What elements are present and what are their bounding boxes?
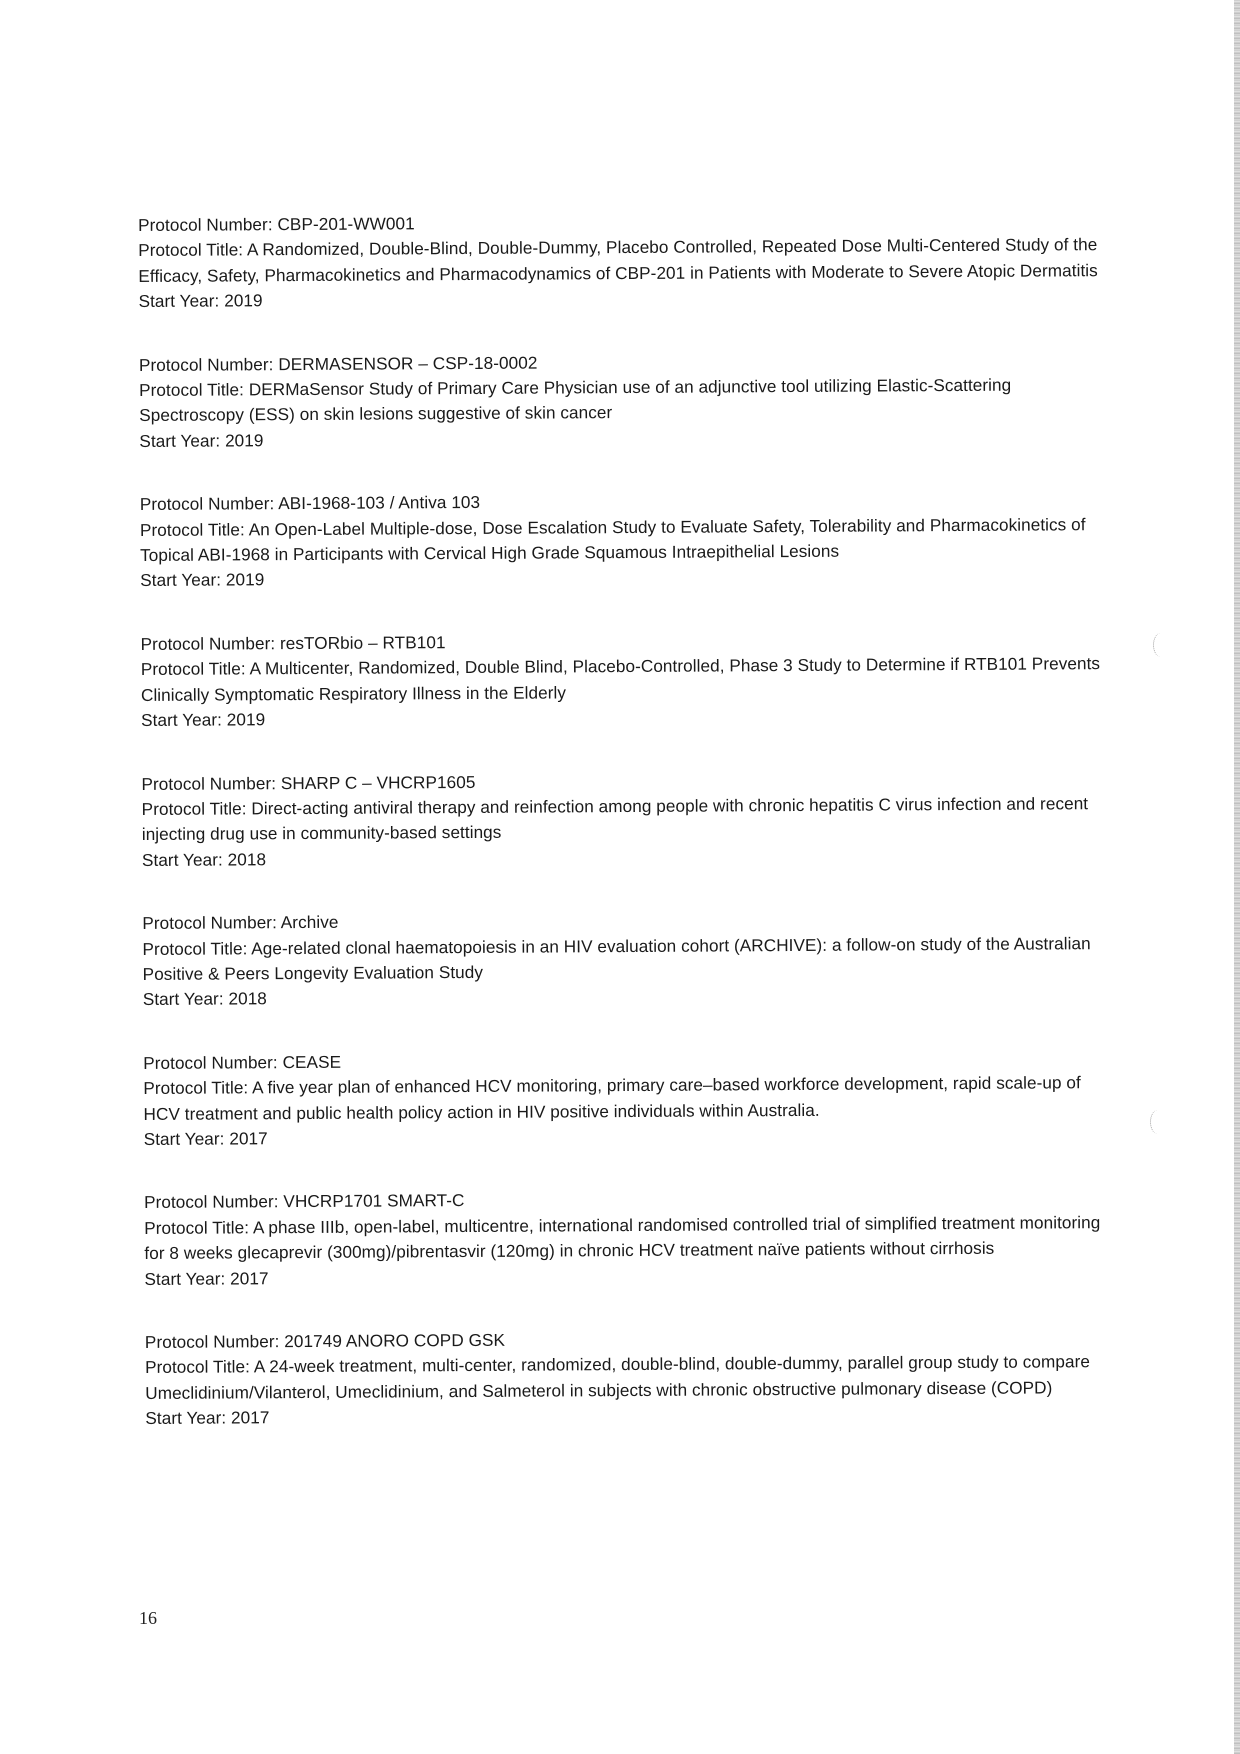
scan-punch-mark (1150, 1110, 1165, 1134)
start-year-label: Start Year: (140, 569, 226, 591)
protocol-title-label: Protocol Title: (144, 1217, 254, 1238)
protocol-entry (144, 1184, 1105, 1291)
start-year-label: Start Year: (142, 988, 229, 1010)
protocol-title: Age-related clonal haematopoiesis in an HIV evaluation cohort (ARCHIVE): a follow-on study of the Australian Positive & Peers Longevity Evaluation Study (142, 932, 1096, 984)
protocol-title-label: Protocol Title: (144, 1356, 254, 1378)
protocol-title-label: Protocol Title: (143, 1077, 253, 1099)
protocol-number: VHCRP1701 SMART-C (283, 1190, 465, 1212)
protocol-number-label: Protocol Number: (138, 214, 278, 235)
page-number: 16 (139, 1608, 157, 1628)
protocol-list (138, 207, 1106, 1469)
scan-punch-mark (1153, 633, 1168, 657)
protocol-title: Direct-acting antiviral therapy and reinfection among people with chronic hepatitis C virus infection and recent injecting drug use in community-based settings (141, 793, 1093, 845)
protocol-entry (141, 766, 1102, 873)
protocol-entry (143, 1045, 1104, 1152)
start-year: 2017 (230, 1267, 269, 1289)
protocol-entry (138, 207, 1103, 314)
start-year: 2017 (229, 1128, 268, 1149)
protocol-entry (145, 1324, 1106, 1431)
start-year-label: Start Year: (143, 1128, 230, 1149)
start-year: 2019 (226, 709, 266, 730)
protocol-title-line (144, 1210, 1104, 1267)
protocol-number-label: Protocol Number: (140, 633, 281, 654)
protocol-title: A Randomized, Double-Blind, Double-Dummy, Placebo Controlled, Repeated Dose Multi-Centered Study of the Efficacy, Safety, Pharmacokinetics and Pharmacodynamics of CBP-201 in Patients with Moderate to Severe Atopic Dermatitis (138, 234, 1103, 286)
start-year-label: Start Year: (145, 1407, 232, 1429)
scan-page-edge (1234, 0, 1240, 1754)
protocol-number-label: Protocol Number: (141, 772, 281, 794)
start-year-label: Start Year: (138, 290, 225, 312)
protocol-title: A five year plan of enhanced HCV monitoring, primary care–based workforce development, rapid scale-up of HCV treatment and public health policy action in HIV positive individuals within Australia. (143, 1072, 1086, 1124)
protocol-title-line (140, 512, 1100, 569)
protocol-title-line (140, 651, 1105, 708)
protocol-number-label: Protocol Number: (143, 1051, 283, 1073)
start-year-label: Start Year: (144, 1268, 231, 1289)
protocol-number: resTORbio – RTB101 (279, 632, 446, 654)
protocol-title-label: Protocol Title: (139, 379, 249, 401)
start-year-label: Start Year: (141, 709, 227, 731)
start-year: 2019 (224, 290, 263, 311)
protocol-title: An Open-Label Multiple-dose, Dose Escalation Study to Evaluate Safety, Tolerability and Pharmacokinetics of Topical ABI-1968 in Participants with Cervical High Grade Squamous Intraepithelial Lesions (140, 513, 1091, 566)
protocol-title-label: Protocol Title: (141, 798, 252, 819)
protocol-title-line (143, 1070, 1103, 1127)
protocol-title-label: Protocol Title: (138, 239, 248, 261)
protocol-number-label: Protocol Number: (144, 1331, 285, 1352)
start-year: 2019 (225, 569, 265, 590)
protocol-title-label: Protocol Title: (142, 937, 252, 959)
start-year: 2018 (227, 848, 267, 870)
protocol-number-label: Protocol Number: (143, 1191, 284, 1213)
protocol-number: Archive (280, 911, 339, 933)
start-year: 2017 (230, 1407, 270, 1428)
protocol-title: A 24-week treatment, multi-center, randomized, double-blind, double-dummy, parallel group study to compare Umeclidinium/Vilanterol, Umeclidinium, and Salmeterol in subjects with chronic obstructive pulmonary disease (COPD) (145, 1351, 1095, 1403)
protocol-number: CBP-201-WW001 (277, 213, 415, 235)
protocol-number-label: Protocol Number: (139, 493, 279, 515)
protocol-title-line (138, 233, 1103, 290)
protocol-title: A Multicenter, Randomized, Double Blind, Placebo-Controlled, Phase 3 Study to Determine if RTB101 Prevents Clinically Symptomatic Respiratory Illness in the Elderly (140, 653, 1105, 705)
protocol-title-label: Protocol Title: (140, 658, 250, 680)
protocol-number-label: Protocol Number: (138, 353, 279, 375)
protocol-title: DERMaSensor Study of Primary Care Physician use of an adjunctive tool utilizing Elastic-Scattering Spectroscopy (ESS) on skin lesions suggestive of skin cancer (139, 374, 1017, 426)
protocol-number: CEASE (282, 1051, 342, 1072)
protocol-title: A phase IIIb, open-label, multicentre, international randomised controlled trial of simplified treatment monitoring for 8 weeks glecaprevir (300mg)/pibrentasvir (120mg) in chronic HCV treatment naïve patients without cirrhosis (144, 1211, 1106, 1264)
start-year: 2018 (228, 988, 267, 1009)
protocol-number-label: Protocol Number: (142, 912, 281, 934)
protocol-number: ABI-1968-103 / Antiva 103 (278, 492, 481, 514)
protocol-title-line (142, 791, 1102, 848)
start-year-label: Start Year: (139, 430, 226, 451)
protocol-title-label: Protocol Title: (139, 518, 249, 540)
protocol-title-line (142, 931, 1102, 988)
protocol-number: 201749 ANORO COPD GSK (284, 1329, 506, 1352)
protocol-entry (142, 905, 1103, 1012)
protocol-title-line (145, 1350, 1105, 1407)
start-year-label: Start Year: (141, 849, 228, 870)
start-year: 2019 (224, 430, 264, 451)
protocol-entry (140, 626, 1105, 733)
protocol-entry (140, 486, 1101, 593)
protocol-number: DERMASENSOR – CSP-18-0002 (278, 352, 538, 374)
protocol-title-line (139, 372, 1099, 429)
protocol-entry (139, 347, 1100, 454)
protocol-number: SHARP C – VHCRP1605 (280, 771, 476, 793)
